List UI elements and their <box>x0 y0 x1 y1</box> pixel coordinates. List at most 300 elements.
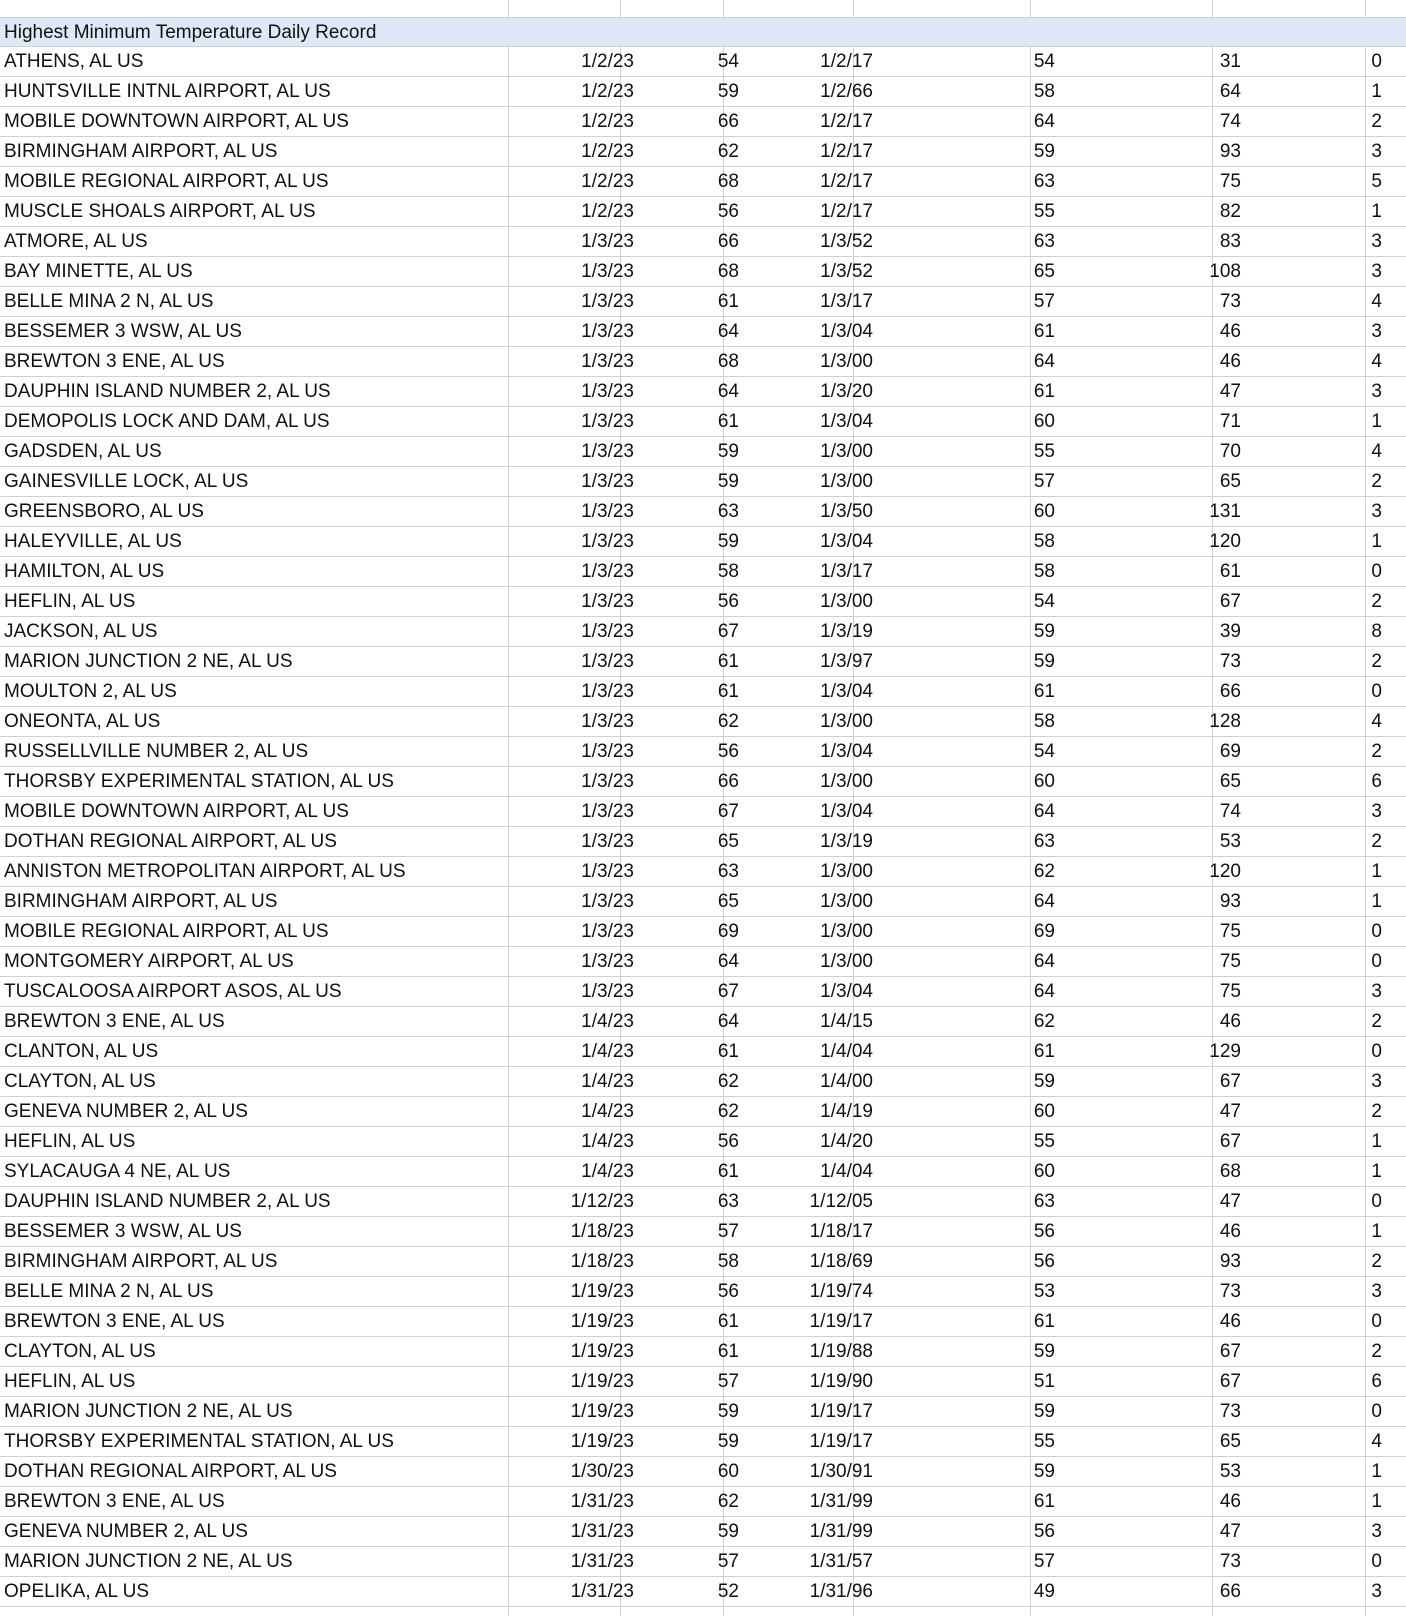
station-cell[interactable]: CLAYTON, AL US <box>4 1341 156 1362</box>
difference-cell[interactable]: 0 <box>1371 951 1382 972</box>
station-cell[interactable]: THORSBY EXPERIMENTAL STATION, AL US <box>4 1431 394 1452</box>
table-row[interactable] <box>0 1397 1406 1427</box>
previous-record-date-cell[interactable]: 1/3/19 <box>820 831 873 852</box>
years-of-record-cell[interactable]: 71 <box>1219 411 1241 432</box>
previous-record-cell[interactable]: 64 <box>1033 111 1055 132</box>
date-cell[interactable]: 1/3/23 <box>581 891 634 912</box>
difference-cell[interactable]: 5 <box>1371 171 1382 192</box>
previous-record-date-cell[interactable]: 1/3/00 <box>820 861 873 882</box>
date-cell[interactable]: 1/3/23 <box>581 801 634 822</box>
table-row[interactable] <box>0 1367 1406 1397</box>
years-of-record-cell[interactable]: 128 <box>1209 711 1241 732</box>
date-cell[interactable]: 1/4/23 <box>581 1131 634 1152</box>
difference-cell[interactable]: 1 <box>1371 1131 1382 1152</box>
station-cell[interactable]: MUSCLE SHOALS AIRPORT, AL US <box>4 201 316 222</box>
new-record-cell[interactable]: 61 <box>717 1161 739 1182</box>
years-of-record-cell[interactable]: 47 <box>1219 381 1241 402</box>
previous-record-cell[interactable]: 49 <box>1033 1581 1055 1602</box>
table-row[interactable] <box>0 527 1406 557</box>
years-of-record-cell[interactable]: 93 <box>1219 1251 1241 1272</box>
years-of-record-cell[interactable]: 46 <box>1219 1491 1241 1512</box>
date-cell[interactable]: 1/4/23 <box>581 1161 634 1182</box>
table-row[interactable] <box>0 1547 1406 1577</box>
previous-record-date-cell[interactable]: 1/2/17 <box>820 141 873 162</box>
date-cell[interactable]: 1/3/23 <box>581 831 634 852</box>
table-row[interactable] <box>0 887 1406 917</box>
table-row[interactable] <box>0 497 1406 527</box>
station-cell[interactable]: DOTHAN REGIONAL AIRPORT, AL US <box>4 831 337 852</box>
new-record-cell[interactable]: 59 <box>717 441 739 462</box>
previous-record-cell[interactable]: 62 <box>1033 861 1055 882</box>
difference-cell[interactable]: 8 <box>1371 621 1382 642</box>
years-of-record-cell[interactable]: 74 <box>1219 801 1241 822</box>
difference-cell[interactable]: 0 <box>1371 561 1382 582</box>
previous-record-date-cell[interactable]: 1/2/17 <box>820 51 873 72</box>
date-cell[interactable]: 1/3/23 <box>581 651 634 672</box>
difference-cell[interactable]: 3 <box>1371 231 1382 252</box>
new-record-cell[interactable]: 58 <box>717 561 739 582</box>
station-cell[interactable]: CLAYTON, AL US <box>4 1071 156 1092</box>
years-of-record-cell[interactable]: 82 <box>1219 201 1241 222</box>
years-of-record-cell[interactable]: 47 <box>1219 1191 1241 1212</box>
new-record-cell[interactable]: 61 <box>717 411 739 432</box>
new-record-cell[interactable]: 61 <box>717 1341 739 1362</box>
date-cell[interactable]: 1/19/23 <box>570 1281 634 1302</box>
years-of-record-cell[interactable]: 61 <box>1219 561 1241 582</box>
station-cell[interactable]: HEFLIN, AL US <box>4 591 136 612</box>
difference-cell[interactable]: 3 <box>1371 981 1382 1002</box>
station-cell[interactable]: GENEVA NUMBER 2, AL US <box>4 1101 248 1122</box>
date-cell[interactable]: 1/2/23 <box>581 141 634 162</box>
years-of-record-cell[interactable]: 53 <box>1219 831 1241 852</box>
station-cell[interactable]: MARION JUNCTION 2 NE, AL US <box>4 1401 293 1422</box>
difference-cell[interactable]: 2 <box>1371 591 1382 612</box>
table-row[interactable] <box>0 347 1406 377</box>
previous-record-date-cell[interactable]: 1/3/04 <box>820 531 873 552</box>
years-of-record-cell[interactable]: 46 <box>1219 1011 1241 1032</box>
spreadsheet-top-empty-row[interactable] <box>0 0 1406 18</box>
years-of-record-cell[interactable]: 67 <box>1219 1341 1241 1362</box>
difference-cell[interactable]: 1 <box>1371 891 1382 912</box>
previous-record-date-cell[interactable]: 1/4/20 <box>820 1131 873 1152</box>
date-cell[interactable]: 1/3/23 <box>581 981 634 1002</box>
difference-cell[interactable]: 1 <box>1371 1221 1382 1242</box>
station-cell[interactable]: HALEYVILLE, AL US <box>4 531 182 552</box>
new-record-cell[interactable]: 59 <box>717 531 739 552</box>
date-cell[interactable]: 1/3/23 <box>581 951 634 972</box>
new-record-cell[interactable]: 54 <box>717 51 739 72</box>
previous-record-cell[interactable]: 56 <box>1033 1251 1055 1272</box>
station-cell[interactable]: GREENSBORO, AL US <box>4 501 204 522</box>
difference-cell[interactable]: 0 <box>1371 1311 1382 1332</box>
previous-record-cell[interactable]: 57 <box>1033 471 1055 492</box>
difference-cell[interactable]: 3 <box>1371 1581 1382 1602</box>
difference-cell[interactable]: 1 <box>1371 81 1382 102</box>
station-cell[interactable]: BAY MINETTE, AL US <box>4 261 193 282</box>
new-record-cell[interactable]: 52 <box>717 1581 739 1602</box>
years-of-record-cell[interactable]: 65 <box>1219 1431 1241 1452</box>
new-record-cell[interactable]: 56 <box>717 741 739 762</box>
new-record-cell[interactable]: 68 <box>717 351 739 372</box>
new-record-cell[interactable]: 57 <box>717 1551 739 1572</box>
years-of-record-cell[interactable]: 73 <box>1219 1281 1241 1302</box>
new-record-cell[interactable]: 67 <box>717 801 739 822</box>
date-cell[interactable]: 1/2/23 <box>581 81 634 102</box>
table-row[interactable] <box>0 287 1406 317</box>
new-record-cell[interactable]: 61 <box>717 1041 739 1062</box>
new-record-cell[interactable]: 69 <box>717 921 739 942</box>
date-cell[interactable]: 1/3/23 <box>581 531 634 552</box>
station-cell[interactable]: BREWTON 3 ENE, AL US <box>4 1011 225 1032</box>
date-cell[interactable]: 1/3/23 <box>581 471 634 492</box>
previous-record-cell[interactable]: 55 <box>1033 1131 1055 1152</box>
station-cell[interactable]: GENEVA NUMBER 2, AL US <box>4 1521 248 1542</box>
date-cell[interactable]: 1/3/23 <box>581 561 634 582</box>
station-cell[interactable]: BIRMINGHAM AIRPORT, AL US <box>4 891 278 912</box>
previous-record-cell[interactable]: 56 <box>1033 1521 1055 1542</box>
date-cell[interactable]: 1/3/23 <box>581 261 634 282</box>
previous-record-cell[interactable]: 63 <box>1033 171 1055 192</box>
years-of-record-cell[interactable]: 46 <box>1219 1311 1241 1332</box>
previous-record-cell[interactable]: 59 <box>1033 621 1055 642</box>
new-record-cell[interactable]: 65 <box>717 891 739 912</box>
station-cell[interactable]: ATMORE, AL US <box>4 231 148 252</box>
previous-record-cell[interactable]: 51 <box>1033 1371 1055 1392</box>
previous-record-date-cell[interactable]: 1/4/04 <box>820 1041 873 1062</box>
station-cell[interactable]: ANNISTON METROPOLITAN AIRPORT, AL US <box>4 861 406 882</box>
station-cell[interactable]: OPELIKA, AL US <box>4 1581 150 1602</box>
difference-cell[interactable]: 2 <box>1371 651 1382 672</box>
new-record-cell[interactable]: 61 <box>717 291 739 312</box>
difference-cell[interactable]: 3 <box>1371 801 1382 822</box>
years-of-record-cell[interactable]: 73 <box>1219 1551 1241 1572</box>
station-cell[interactable]: BIRMINGHAM AIRPORT, AL US <box>4 1251 278 1272</box>
previous-record-date-cell[interactable]: 1/3/04 <box>820 681 873 702</box>
table-row[interactable] <box>0 1247 1406 1277</box>
difference-cell[interactable]: 0 <box>1371 921 1382 942</box>
previous-record-date-cell[interactable]: 1/4/15 <box>820 1011 873 1032</box>
new-record-cell[interactable]: 59 <box>717 81 739 102</box>
previous-record-cell[interactable]: 61 <box>1033 381 1055 402</box>
previous-record-date-cell[interactable]: 1/3/00 <box>820 951 873 972</box>
years-of-record-cell[interactable]: 75 <box>1219 981 1241 1002</box>
previous-record-date-cell[interactable]: 1/18/69 <box>809 1251 873 1272</box>
previous-record-cell[interactable]: 61 <box>1033 1491 1055 1512</box>
difference-cell[interactable]: 2 <box>1371 831 1382 852</box>
station-cell[interactable]: MOBILE REGIONAL AIRPORT, AL US <box>4 171 329 192</box>
table-row[interactable] <box>0 137 1406 167</box>
years-of-record-cell[interactable]: 120 <box>1209 531 1241 552</box>
previous-record-date-cell[interactable]: 1/2/17 <box>820 201 873 222</box>
date-cell[interactable]: 1/2/23 <box>581 111 634 132</box>
table-row[interactable] <box>0 77 1406 107</box>
difference-cell[interactable]: 3 <box>1371 501 1382 522</box>
previous-record-date-cell[interactable]: 1/4/19 <box>820 1101 873 1122</box>
difference-cell[interactable]: 0 <box>1371 1041 1382 1062</box>
years-of-record-cell[interactable]: 31 <box>1219 51 1241 72</box>
previous-record-date-cell[interactable]: 1/3/00 <box>820 891 873 912</box>
station-cell[interactable]: GADSDEN, AL US <box>4 441 162 462</box>
previous-record-date-cell[interactable]: 1/3/00 <box>820 351 873 372</box>
previous-record-cell[interactable]: 59 <box>1033 1341 1055 1362</box>
new-record-cell[interactable]: 62 <box>717 1101 739 1122</box>
date-cell[interactable]: 1/18/23 <box>570 1251 634 1272</box>
date-cell[interactable]: 1/3/23 <box>581 501 634 522</box>
table-row[interactable] <box>0 1187 1406 1217</box>
years-of-record-cell[interactable]: 75 <box>1219 951 1241 972</box>
station-cell[interactable]: CLANTON, AL US <box>4 1041 159 1062</box>
table-row[interactable] <box>0 1217 1406 1247</box>
years-of-record-cell[interactable]: 73 <box>1219 291 1241 312</box>
station-cell[interactable]: BESSEMER 3 WSW, AL US <box>4 1221 242 1242</box>
table-row[interactable] <box>0 1007 1406 1037</box>
table-row[interactable] <box>0 917 1406 947</box>
years-of-record-cell[interactable]: 74 <box>1219 111 1241 132</box>
table-row[interactable] <box>0 1127 1406 1157</box>
years-of-record-cell[interactable]: 120 <box>1209 861 1241 882</box>
previous-record-cell[interactable]: 65 <box>1033 261 1055 282</box>
station-cell[interactable]: BIRMINGHAM AIRPORT, AL US <box>4 141 278 162</box>
new-record-cell[interactable]: 56 <box>717 591 739 612</box>
date-cell[interactable]: 1/3/23 <box>581 921 634 942</box>
years-of-record-cell[interactable]: 64 <box>1219 81 1241 102</box>
previous-record-date-cell[interactable]: 1/31/96 <box>809 1581 873 1602</box>
previous-record-date-cell[interactable]: 1/3/00 <box>820 921 873 942</box>
previous-record-cell[interactable]: 61 <box>1033 321 1055 342</box>
years-of-record-cell[interactable]: 53 <box>1219 1461 1241 1482</box>
new-record-cell[interactable]: 56 <box>717 201 739 222</box>
previous-record-cell[interactable]: 63 <box>1033 1191 1055 1212</box>
years-of-record-cell[interactable]: 66 <box>1219 1581 1241 1602</box>
previous-record-cell[interactable]: 58 <box>1033 81 1055 102</box>
difference-cell[interactable]: 1 <box>1371 1491 1382 1512</box>
station-cell[interactable]: MOBILE REGIONAL AIRPORT, AL US <box>4 921 329 942</box>
previous-record-date-cell[interactable]: 1/3/19 <box>820 621 873 642</box>
previous-record-cell[interactable]: 58 <box>1033 561 1055 582</box>
station-cell[interactable]: RUSSELLVILLE NUMBER 2, AL US <box>4 741 309 762</box>
years-of-record-cell[interactable]: 39 <box>1219 621 1241 642</box>
years-of-record-cell[interactable]: 108 <box>1209 261 1241 282</box>
difference-cell[interactable]: 1 <box>1371 1161 1382 1182</box>
years-of-record-cell[interactable]: 46 <box>1219 1221 1241 1242</box>
previous-record-cell[interactable]: 55 <box>1033 441 1055 462</box>
years-of-record-cell[interactable]: 75 <box>1219 171 1241 192</box>
station-cell[interactable]: GAINESVILLE LOCK, AL US <box>4 471 249 492</box>
previous-record-cell[interactable]: 60 <box>1033 411 1055 432</box>
date-cell[interactable]: 1/3/23 <box>581 351 634 372</box>
table-row[interactable] <box>0 677 1406 707</box>
previous-record-date-cell[interactable]: 1/2/17 <box>820 171 873 192</box>
new-record-cell[interactable]: 62 <box>717 711 739 732</box>
new-record-cell[interactable]: 64 <box>717 381 739 402</box>
table-row[interactable] <box>0 947 1406 977</box>
difference-cell[interactable]: 3 <box>1371 261 1382 282</box>
previous-record-date-cell[interactable]: 1/19/90 <box>809 1371 873 1392</box>
station-cell[interactable]: HAMILTON, AL US <box>4 561 165 582</box>
table-row[interactable] <box>0 1067 1406 1097</box>
previous-record-date-cell[interactable]: 1/2/66 <box>820 81 873 102</box>
table-row[interactable] <box>0 1517 1406 1547</box>
difference-cell[interactable]: 0 <box>1371 1191 1382 1212</box>
previous-record-cell[interactable]: 63 <box>1033 831 1055 852</box>
difference-cell[interactable]: 2 <box>1371 1011 1382 1032</box>
difference-cell[interactable]: 1 <box>1371 201 1382 222</box>
station-cell[interactable]: BESSEMER 3 WSW, AL US <box>4 321 242 342</box>
previous-record-cell[interactable]: 64 <box>1033 981 1055 1002</box>
table-row[interactable] <box>0 647 1406 677</box>
station-cell[interactable]: HEFLIN, AL US <box>4 1131 136 1152</box>
previous-record-cell[interactable]: 59 <box>1033 651 1055 672</box>
previous-record-date-cell[interactable]: 1/3/52 <box>820 261 873 282</box>
new-record-cell[interactable]: 61 <box>717 1311 739 1332</box>
previous-record-cell[interactable]: 59 <box>1033 1071 1055 1092</box>
date-cell[interactable]: 1/3/23 <box>581 231 634 252</box>
previous-record-date-cell[interactable]: 1/2/17 <box>820 111 873 132</box>
previous-record-date-cell[interactable]: 1/30/91 <box>809 1461 873 1482</box>
new-record-cell[interactable]: 59 <box>717 471 739 492</box>
station-cell[interactable]: TUSCALOOSA AIRPORT ASOS, AL US <box>4 981 342 1002</box>
table-row[interactable] <box>0 47 1406 77</box>
difference-cell[interactable]: 3 <box>1371 1071 1382 1092</box>
difference-cell[interactable]: 4 <box>1371 711 1382 732</box>
date-cell[interactable]: 1/3/23 <box>581 741 634 762</box>
new-record-cell[interactable]: 66 <box>717 231 739 252</box>
date-cell[interactable]: 1/19/23 <box>570 1431 634 1452</box>
date-cell[interactable]: 1/3/23 <box>581 291 634 312</box>
date-cell[interactable]: 1/2/23 <box>581 201 634 222</box>
previous-record-date-cell[interactable]: 1/31/99 <box>809 1491 873 1512</box>
station-cell[interactable]: HEFLIN, AL US <box>4 1371 136 1392</box>
previous-record-cell[interactable]: 58 <box>1033 711 1055 732</box>
previous-record-date-cell[interactable]: 1/3/04 <box>820 411 873 432</box>
new-record-cell[interactable]: 59 <box>717 1401 739 1422</box>
station-cell[interactable]: MOBILE DOWNTOWN AIRPORT, AL US <box>4 801 349 822</box>
date-cell[interactable]: 1/19/23 <box>570 1371 634 1392</box>
new-record-cell[interactable]: 62 <box>717 141 739 162</box>
table-row[interactable] <box>0 167 1406 197</box>
previous-record-cell[interactable]: 54 <box>1033 51 1055 72</box>
previous-record-cell[interactable]: 53 <box>1033 1281 1055 1302</box>
new-record-cell[interactable]: 67 <box>717 981 739 1002</box>
previous-record-date-cell[interactable]: 1/31/99 <box>809 1521 873 1542</box>
table-row[interactable] <box>0 617 1406 647</box>
previous-record-date-cell[interactable]: 1/4/00 <box>820 1071 873 1092</box>
new-record-cell[interactable]: 56 <box>717 1131 739 1152</box>
previous-record-date-cell[interactable]: 1/19/17 <box>809 1311 873 1332</box>
table-row[interactable] <box>0 977 1406 1007</box>
station-cell[interactable]: BREWTON 3 ENE, AL US <box>4 1491 225 1512</box>
difference-cell[interactable]: 1 <box>1371 861 1382 882</box>
date-cell[interactable]: 1/4/23 <box>581 1041 634 1062</box>
previous-record-date-cell[interactable]: 1/19/88 <box>809 1341 873 1362</box>
difference-cell[interactable]: 1 <box>1371 531 1382 552</box>
previous-record-date-cell[interactable]: 1/3/50 <box>820 501 873 522</box>
previous-record-cell[interactable]: 64 <box>1033 801 1055 822</box>
years-of-record-cell[interactable]: 69 <box>1219 741 1241 762</box>
difference-cell[interactable]: 2 <box>1371 741 1382 762</box>
new-record-cell[interactable]: 57 <box>717 1221 739 1242</box>
previous-record-date-cell[interactable]: 1/3/04 <box>820 981 873 1002</box>
new-record-cell[interactable]: 61 <box>717 681 739 702</box>
previous-record-date-cell[interactable]: 1/18/17 <box>809 1221 873 1242</box>
years-of-record-cell[interactable]: 68 <box>1219 1161 1241 1182</box>
new-record-cell[interactable]: 68 <box>717 171 739 192</box>
previous-record-cell[interactable]: 61 <box>1033 1041 1055 1062</box>
station-cell[interactable]: MARION JUNCTION 2 NE, AL US <box>4 1551 293 1572</box>
date-cell[interactable]: 1/31/23 <box>570 1551 634 1572</box>
table-row[interactable] <box>0 1037 1406 1067</box>
table-row[interactable] <box>0 857 1406 887</box>
previous-record-cell[interactable]: 59 <box>1033 1401 1055 1422</box>
table-row[interactable] <box>0 1157 1406 1187</box>
new-record-cell[interactable]: 66 <box>717 771 739 792</box>
difference-cell[interactable]: 2 <box>1371 1101 1382 1122</box>
previous-record-date-cell[interactable]: 1/3/04 <box>820 801 873 822</box>
difference-cell[interactable]: 0 <box>1371 51 1382 72</box>
table-row[interactable] <box>0 107 1406 137</box>
previous-record-date-cell[interactable]: 1/3/97 <box>820 651 873 672</box>
table-row[interactable] <box>0 827 1406 857</box>
years-of-record-cell[interactable]: 70 <box>1219 441 1241 462</box>
date-cell[interactable]: 1/31/23 <box>570 1521 634 1542</box>
station-cell[interactable]: DEMOPOLIS LOCK AND DAM, AL US <box>4 411 330 432</box>
years-of-record-cell[interactable]: 46 <box>1219 351 1241 372</box>
difference-cell[interactable]: 3 <box>1371 1281 1382 1302</box>
new-record-cell[interactable]: 63 <box>717 1191 739 1212</box>
difference-cell[interactable]: 0 <box>1371 1551 1382 1572</box>
station-cell[interactable]: DOTHAN REGIONAL AIRPORT, AL US <box>4 1461 337 1482</box>
date-cell[interactable]: 1/19/23 <box>570 1311 634 1332</box>
previous-record-cell[interactable]: 64 <box>1033 351 1055 372</box>
date-cell[interactable]: 1/3/23 <box>581 441 634 462</box>
station-cell[interactable]: THORSBY EXPERIMENTAL STATION, AL US <box>4 771 394 792</box>
table-row[interactable] <box>0 227 1406 257</box>
years-of-record-cell[interactable]: 65 <box>1219 771 1241 792</box>
difference-cell[interactable]: 3 <box>1371 1521 1382 1542</box>
previous-record-date-cell[interactable]: 1/12/05 <box>809 1191 873 1212</box>
date-cell[interactable]: 1/12/23 <box>570 1191 634 1212</box>
new-record-cell[interactable]: 59 <box>717 1431 739 1452</box>
table-row[interactable] <box>0 1487 1406 1517</box>
date-cell[interactable]: 1/4/23 <box>581 1011 634 1032</box>
previous-record-date-cell[interactable]: 1/19/74 <box>809 1281 873 1302</box>
new-record-cell[interactable]: 64 <box>717 951 739 972</box>
new-record-cell[interactable]: 57 <box>717 1371 739 1392</box>
previous-record-date-cell[interactable]: 1/31/57 <box>809 1551 873 1572</box>
previous-record-cell[interactable]: 61 <box>1033 681 1055 702</box>
date-cell[interactable]: 1/3/23 <box>581 861 634 882</box>
previous-record-cell[interactable]: 56 <box>1033 1221 1055 1242</box>
table-row[interactable] <box>0 737 1406 767</box>
table-row[interactable] <box>0 467 1406 497</box>
table-row[interactable] <box>0 557 1406 587</box>
difference-cell[interactable]: 2 <box>1371 1251 1382 1272</box>
date-cell[interactable]: 1/2/23 <box>581 171 634 192</box>
previous-record-date-cell[interactable]: 1/3/00 <box>820 471 873 492</box>
previous-record-date-cell[interactable]: 1/3/17 <box>820 561 873 582</box>
previous-record-date-cell[interactable]: 1/19/17 <box>809 1401 873 1422</box>
previous-record-date-cell[interactable]: 1/3/20 <box>820 381 873 402</box>
station-cell[interactable]: BELLE MINA 2 N, AL US <box>4 291 214 312</box>
new-record-cell[interactable]: 68 <box>717 261 739 282</box>
previous-record-cell[interactable]: 59 <box>1033 141 1055 162</box>
years-of-record-cell[interactable]: 47 <box>1219 1521 1241 1542</box>
station-cell[interactable]: DAUPHIN ISLAND NUMBER 2, AL US <box>4 1191 331 1212</box>
years-of-record-cell[interactable]: 93 <box>1219 141 1241 162</box>
station-cell[interactable]: MOBILE DOWNTOWN AIRPORT, AL US <box>4 111 349 132</box>
difference-cell[interactable]: 1 <box>1371 411 1382 432</box>
table-row[interactable] <box>0 1277 1406 1307</box>
